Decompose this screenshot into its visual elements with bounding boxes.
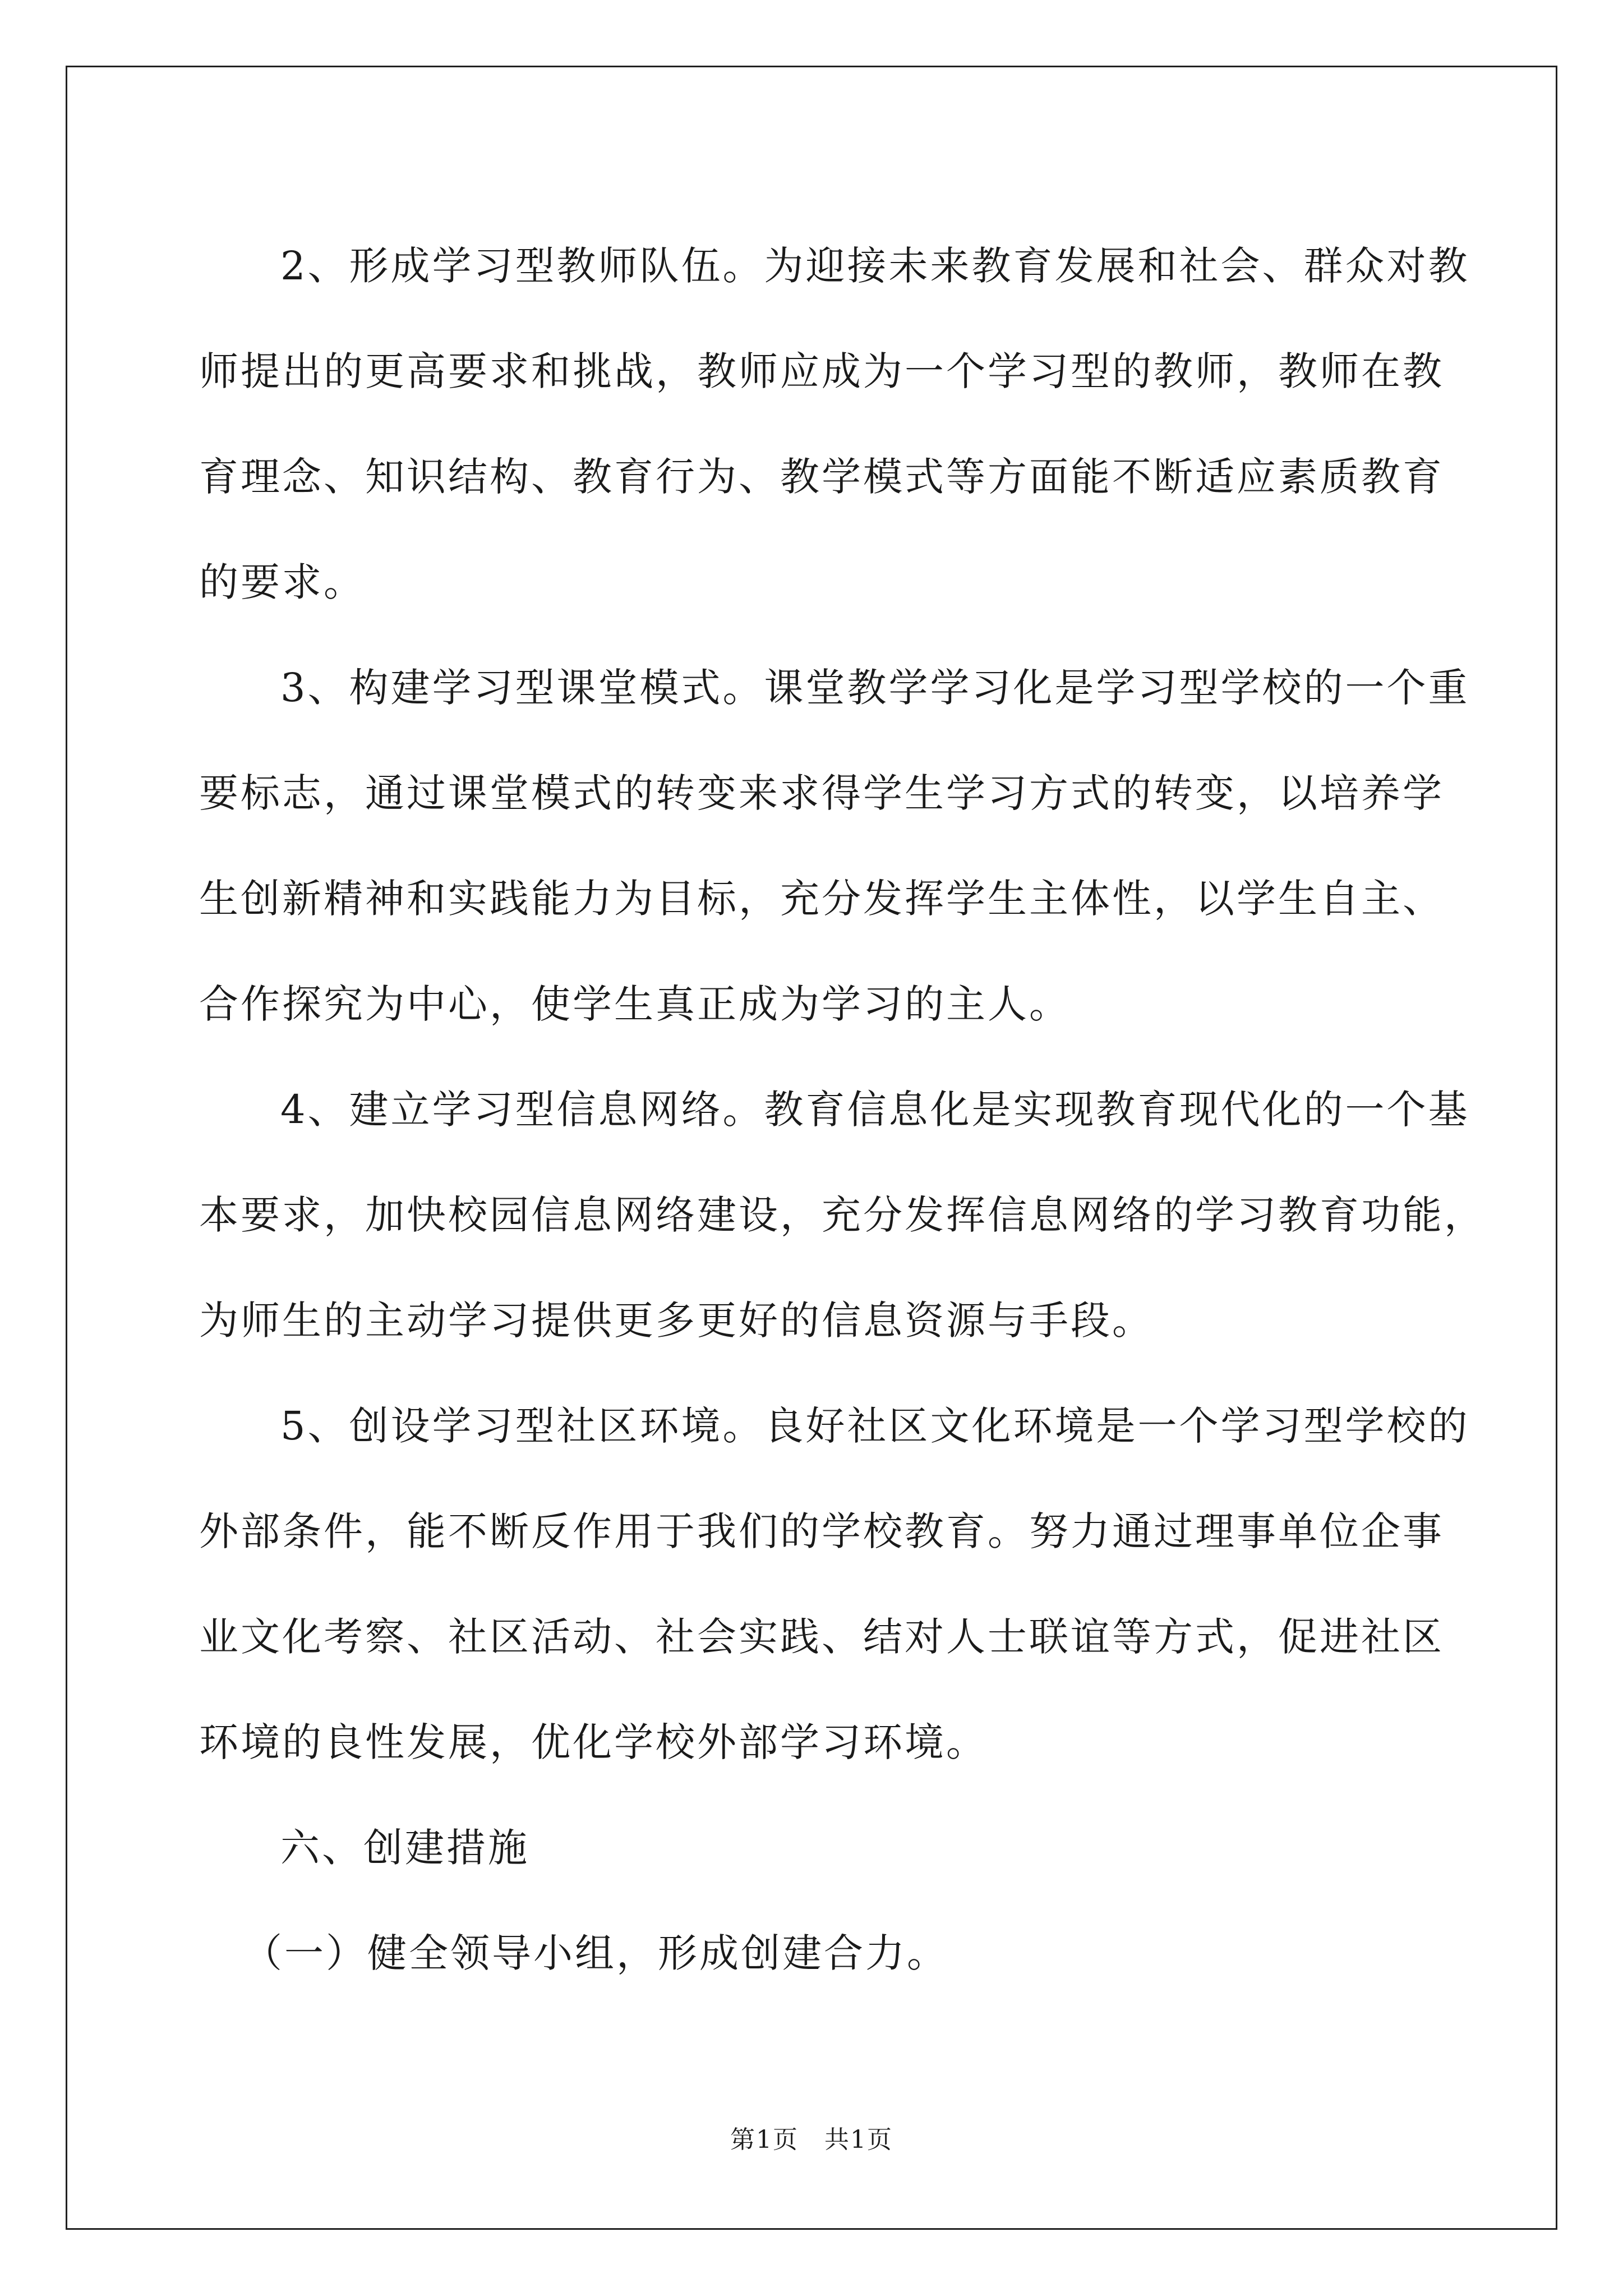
text-line: 5、创设学习型社区环境。良好社区文化环境是一个学习型学校的 <box>280 1403 1470 1449</box>
paragraph-5 <box>199 1373 1470 1795</box>
subsection-heading: （一）健全领导小组，形成创建合力。 <box>243 1930 948 1976</box>
section-heading: 六、创建措施 <box>280 1825 529 1871</box>
paragraph-4 <box>199 1057 1486 1373</box>
text-line: 2、形成学习型教师队伍。为迎接未来教育发展和社会、群众对教 <box>280 243 1470 289</box>
text-line: 为师生的主动学习提供更多更好的信息资源与手段。 <box>199 1297 1154 1343</box>
text-line: 生创新精神和实践能力为目标，充分发挥学生主体性，以学生自主、 <box>199 876 1444 922</box>
text-line: 的要求。 <box>199 559 365 605</box>
text-line: 3、构建学习型课堂模式。课堂教学学习化是学习型学校的一个重 <box>280 665 1470 711</box>
text-line: 业文化考察、社区活动、社会实践、结对人士联谊等方式，促进社区 <box>199 1614 1444 1660</box>
text-line: 要标志，通过课堂模式的转变来求得学生学习方式的转变，以培养学 <box>199 770 1444 816</box>
text-line: 环境的良性发展，优化学校外部学习环境。 <box>199 1719 988 1765</box>
page-footer: 第1页 共1页 <box>730 2125 893 2154</box>
text-line: 师提出的更高要求和挑战，教师应成为一个学习型的教师，教师在教 <box>199 348 1444 394</box>
document-body <box>199 213 1486 2006</box>
paragraph-2 <box>199 213 1470 635</box>
text-line: 合作探究为中心，使学生真正成为学习的主人。 <box>199 981 1071 1027</box>
text-line: 4、建立学习型信息网络。教育信息化是实现教育现代化的一个基 <box>280 1087 1470 1133</box>
paragraph-3 <box>199 635 1470 1057</box>
text-line: 外部条件，能不断反作用于我们的学校教育。努力通过理事单位企事 <box>199 1508 1444 1554</box>
text-line: 本要求，加快校园信息网络建设，充分发挥信息网络的学习教育功能， <box>199 1192 1486 1238</box>
text-line: 育理念、知识结构、教育行为、教学模式等方面能不断适应素质教育 <box>199 454 1444 500</box>
